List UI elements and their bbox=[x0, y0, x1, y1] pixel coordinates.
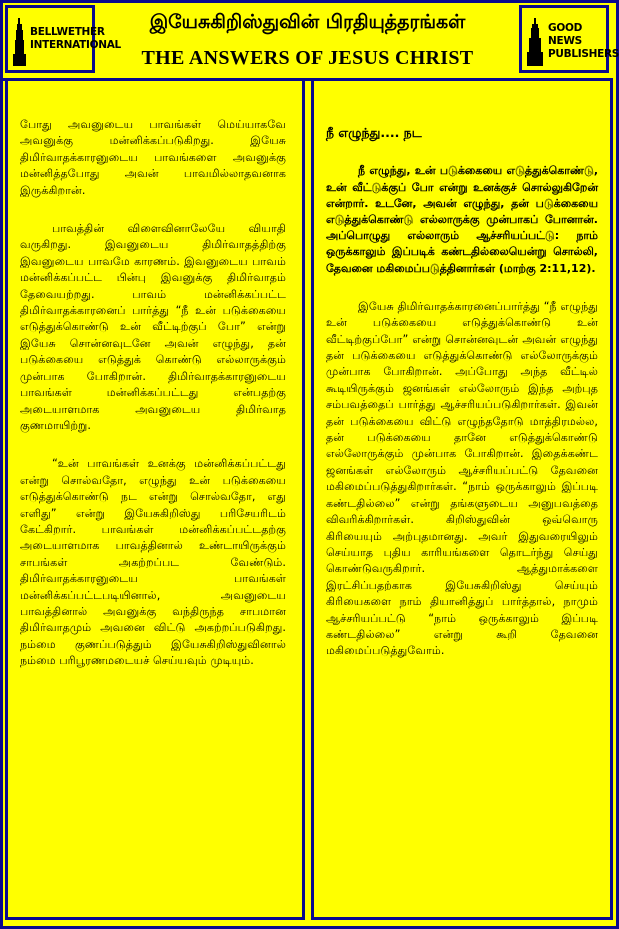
good-news-logo bbox=[519, 5, 619, 73]
left-column-body bbox=[8, 81, 302, 670]
right-column bbox=[311, 78, 613, 920]
good-news-logo-icon bbox=[526, 16, 544, 68]
header bbox=[0, 0, 619, 81]
page-title-tamil: இயேசுகிறிஸ்துவின் பிரதியுத்தரங்கள் bbox=[149, 11, 466, 33]
bible-verse: நீ எழுந்து, உன் படுக்கையை எடுத்துக்கொண்டு, உன் வீட்டுக்குப் போ என்று உனக்குச் சொல்லுகிறேன் என்றார். உடனே, அவன் எழுந்து, தன் படுக்கையை எடுத்துக்கொண்டு எல்லாருக்கு முன்பாகப் போனான். அப்பொழுது எல்லாரும் ஆச்சரியப்பட்டு: நாம் ஒருக்காலும் இப்படிக் கண்டதில்லையென்று சொல்லி, தேவனை மகிமைப்படுத்தினார்கள் (மாற்கு 2:11,12). bbox=[326, 164, 598, 275]
right-column-body bbox=[314, 81, 610, 660]
logo-right-line-1: GOOD NEWS bbox=[548, 22, 582, 47]
logo-left-line-2: INTERNATIONAL bbox=[30, 39, 121, 51]
left-column bbox=[5, 78, 305, 920]
left-paragraph-1: போது அவனுடைய பாவங்கள் மெய்யாகவே அவனுக்கு மன்னிக்கப்படுகிறது. இயேசு திமிர்வாதக்காரனுடைய பாவங்களை அவனுக்கு மன்னித்தபோது அவன் பாவமில்லாதவனாக இருக்கிறான். bbox=[20, 118, 286, 197]
right-paragraph: இயேசு திமிர்வாதக்காரனைப்பார்த்து “நீ எழுந்து உன் படுக்கையை எடுத்துக்கொண்டு உன் வீட்டிற்குப்போ” என்று சொன்னவுடன் அவன் எழுந்து தன் படுக்கையை எடுத்துக்கொண்டு எல்லோருக்கும் முன்பாக போகிறான். அப்போது அந்த வீட்டில் கூடியிருக்கும் ஜனங்கள் எல்லோரும் இந்த அற்புத சம்பவத்தைப் பார்த்து ஆச்சரியப்படுகிறார்கள். இவன் தன் படுக்கையை விட்டு எழுந்ததோடு மாத்திரமல்ல, தன் படுக்கையை தானே எடுத்துக்கொண்டு எல்லோருக்கும் முன்பாக போகிறான். இதைக்கண்ட ஜனங்கள் எல்லோரும் ஆச்சரியப்பட்டு தேவனை மகிமைப்படுத்துகிறார்கள். “நாம் ஒருக்காலும் இப்படி கண்டதில்லை” என்று தங்களுடைய அனுபவத்தை விவரிக்கிறார்கள். கிறிஸ்துவின் ஒவ்வொரு கிரியையும் அற்புதமானது. அவர் இதுவரையிலும் செய்யாத புதிய காரியங்களை தொடர்ந்து செய்து கொண்டுவருகிறார். ஆத்துமாக்களை இரட்சிப்பதற்காக இயேசுகிறிஸ்து செய்யும் கிரியைகளை நாம் தியானித்துப் பார்த்தால், நாமும் ஆச்சரியப்பட்டு “நாம் ஒருக்காலும் இப்படி கண்டதில்லை” என்று கூறி தேவனை மகிமைப்படுத்துவோம். bbox=[326, 299, 598, 658]
bellwether-logo bbox=[5, 5, 121, 73]
left-paragraph-2: பாவத்தின் விளைவினாலேயே வியாதி வருகிறது. இவனுடைய திமிர்வாதத்திற்கு இவனுடைய பாவமே காரணம். இவனுடைய பாவம் மன்னிக்கப்பட்ட பின்பு இவனுக்கு திமிர்வாதம் தேவையற்றது. பாவம் மன்னிக்கப்பட்ட திமிர்வாதக்காரனைப் பார்த்து “நீ உன் படுக்கையை எடுத்துக்கொண்டு உன் வீட்டிற்குப் போ” என்று இயேசு சொன்னவுடனே அவன் எழுந்து, தன் படுக்கையை எடுத்துக் கொண்டு எல்லாருக்கும் முன்பாக போகிறான். திமிர்வாதக்காரனுடைய பாவங்கள் மன்னிக்கப்பட்டது என்பதற்கு அடையாளமாக அவனுடைய திமிர்வாத குணமாயிற்று. bbox=[20, 222, 286, 432]
logo-left-line-1: BELLWETHER bbox=[30, 26, 105, 38]
section-heading: நீ எழுந்து.... நட bbox=[326, 125, 422, 140]
bellwether-logo-icon bbox=[12, 16, 28, 68]
good-news-logo-text bbox=[548, 22, 619, 61]
title-block bbox=[100, 5, 515, 73]
page-title-english: THE ANSWERS OF JESUS CHRIST bbox=[141, 47, 474, 69]
logo-right-line-2: PUBLISHERS bbox=[548, 48, 619, 60]
left-paragraph-3: “உன் பாவங்கள் உனக்கு மன்னிக்கப்பட்டது என்று சொல்வதோ, எழுந்து உன் படுக்கையை எடுத்துக்கொண்டு நட என்று சொல்வதோ, எது எளிது” என்று இயேசுகிறிஸ்து பரிசேயரிடம் கேட்கிறார். பாவங்கள் மன்னிக்கப்பட்டதற்கு அடையாளமாக பாவத்தினால் உண்டாயிருக்கும் சாபங்கள் அகற்றப்பட வேண்டும். திமிர்வாதக்காரனுடைய பாவங்கள் மன்னிக்கப்பட்டபடியினால், அவனுடைய பாவத்தினால் அவனுக்கு வந்திருந்த சாபமான திமிர்வாதமும் அவனை விட்டு அகற்றப்படுகிறது. நம்மை குணப்படுத்தும் இயேசுகிறிஸ்துவினால் நம்மை பரிபூரணமடையச் செய்யவும் முடியும். bbox=[20, 457, 286, 668]
